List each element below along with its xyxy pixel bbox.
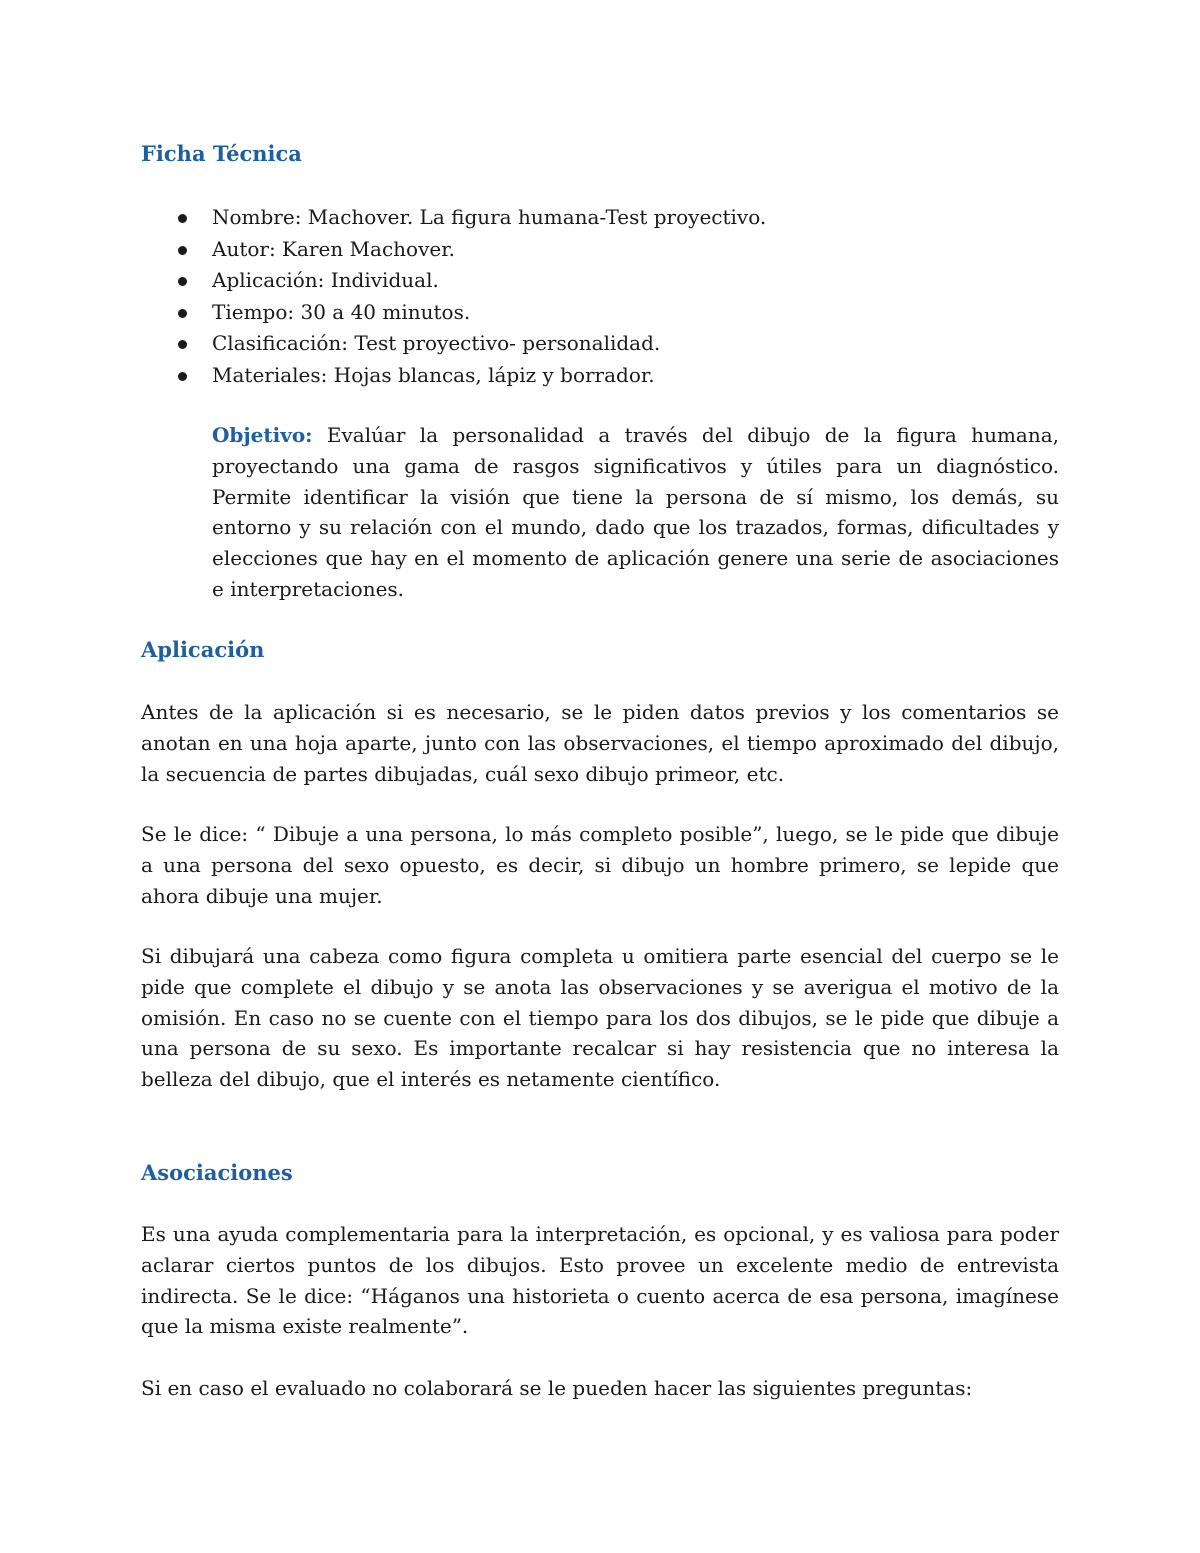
list-item-text: Tiempo: 30 a 40 minutos. (212, 299, 471, 324)
heading-ficha-tecnica: Ficha Técnica (141, 141, 302, 166)
list-item (141, 234, 766, 266)
aplicacion-paragraph-2: Se le dice: “ Dibuje a una persona, lo más completo posible”, luego, se le pide que dibuje a una persona del sexo opuesto, es decir, si dibujo un hombre primero, se lepide que ahora dibuje una mujer. (141, 822, 1059, 908)
list-item (141, 265, 766, 297)
objective-label: Objetivo: (212, 423, 313, 447)
bullet-icon (178, 309, 187, 318)
asociaciones-paragraph-2: Si en caso el evaluado no colaborará se le pueden hacer las siguientes preguntas: (141, 1376, 973, 1400)
list-item (141, 297, 766, 329)
list-item (141, 202, 766, 234)
objective-paragraph (212, 420, 1059, 605)
bullet-icon (178, 246, 187, 255)
aplicacion-paragraph-3: Si dibujará una cabeza como figura completa u omitiera parte esencial del cuerpo se le pide que complete el dibujo y se anota las observaciones y se averigua el motivo de la omisión. En caso no se cuente con el tiempo para los dos dibujos, se le pide que dibuje a una persona de su sexo. Es importante recalcar si hay resistencia que no interesa la belleza del dibujo, que el interés es netamente científico. (141, 944, 1059, 1092)
heading-aplicacion: Aplicación (141, 637, 265, 662)
asociaciones-paragraph-1: Es una ayuda complementaria para la interpretación, es opcional, y es valiosa para poder aclarar ciertos puntos de los dibujos. Esto provee un excelente medio de entrevista indirecta. Se le dice: “Háganos una historieta o cuento acerca de esa persona, imagínese que la misma existe realmente”. (141, 1222, 1059, 1339)
objective-text: Evalúar la personalidad a través del dibujo de la figura humana, proyectando una gama de rasgos significativos y útiles para un diagnóstico. Permite identificar la visión que tiene la persona de sí mismo, los demás, su entorno y su relación con el mundo, dado que los trazados, formas, dificultades y elecciones que hay en el momento de aplicación genere una serie de asociaciones e interpretaciones. (212, 423, 1059, 601)
list-item-text: Aplicación: Individual. (212, 268, 439, 293)
bullet-icon (178, 372, 187, 381)
list-item (141, 328, 766, 360)
list-item-text: Clasificación: Test proyectivo- personalidad. (212, 331, 661, 356)
aplicacion-paragraph-1: Antes de la aplicación si es necesario, se le piden datos previos y los comentarios se anotan en una hoja aparte, junto con las observaciones, el tiempo aproximado del dibujo, la secuencia de partes dibujadas, cuál sexo dibujo primeor, etc. (141, 700, 1059, 786)
list-item-text: Autor: Karen Machover. (212, 236, 455, 261)
heading-asociaciones: Asociaciones (141, 1160, 293, 1185)
ficha-tecnica-list (141, 202, 766, 392)
bullet-icon (178, 340, 187, 349)
list-item-text: Materiales: Hojas blancas, lápiz y borrador. (212, 362, 655, 387)
bullet-icon (178, 277, 187, 286)
list-item-text: Nombre: Machover. La figura humana-Test proyectivo. (212, 205, 767, 229)
bullet-icon (178, 214, 187, 223)
list-item (141, 360, 766, 392)
